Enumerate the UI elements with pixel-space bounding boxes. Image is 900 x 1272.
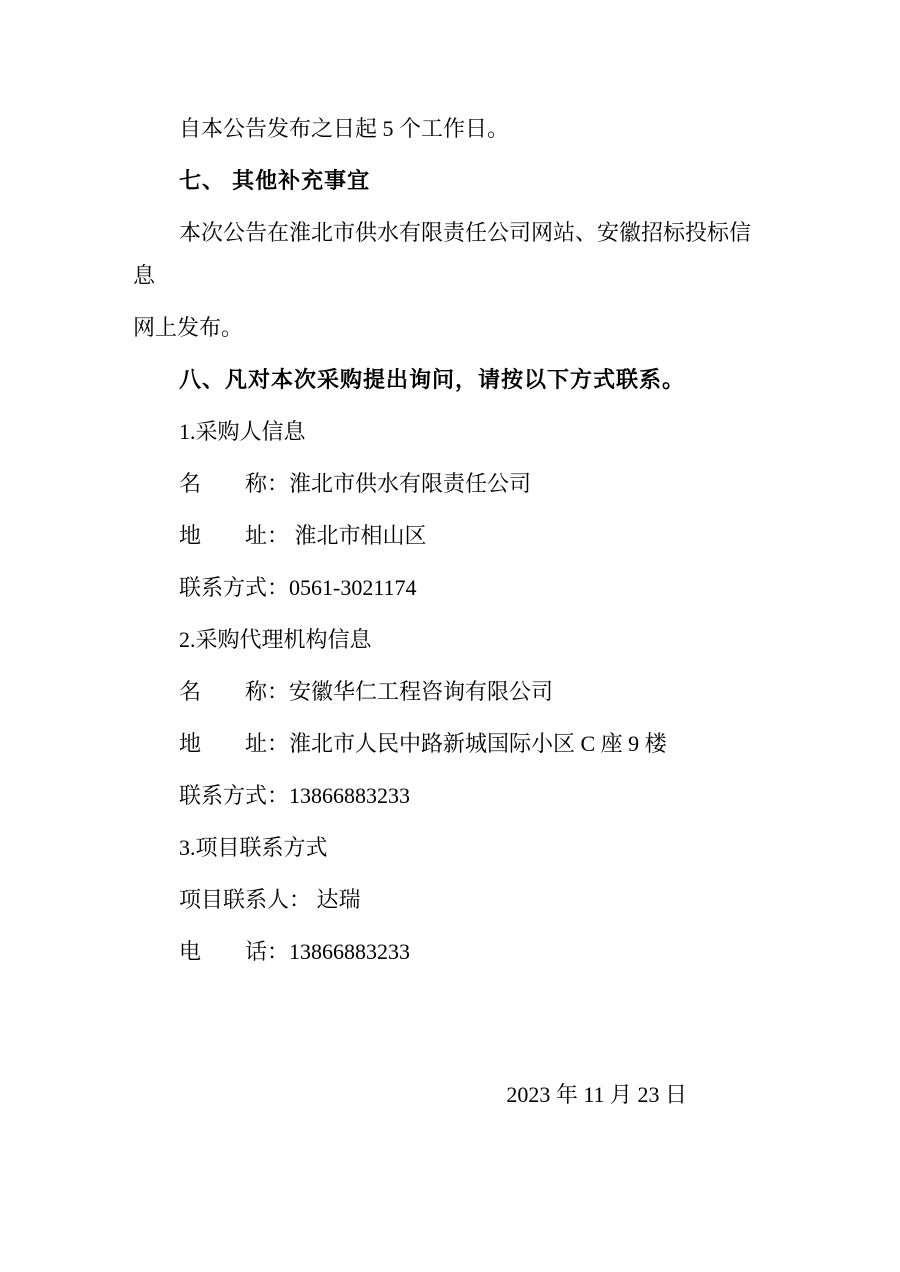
- section-7-body-line-2: 网上发布。: [133, 315, 244, 340]
- project-contact-person: 项目联系人： 达瑞: [179, 887, 361, 912]
- project-contact-title: 3.项目联系方式: [179, 835, 328, 860]
- section-7-heading: 七、 其他补充事宜: [179, 168, 371, 193]
- notice-period-text: 自本公告发布之日起 5 个工作日。: [179, 116, 510, 141]
- agency-address: 地 址：淮北市人民中路新城国际小区 C 座 9 楼: [179, 731, 667, 756]
- purchaser-name: 名 称：淮北市供水有限责任公司: [179, 471, 532, 496]
- project-phone: 电 话：13866883233: [179, 939, 411, 964]
- document-date: 2023 年 11 月 23 日: [506, 1082, 687, 1107]
- purchaser-contact: 联系方式：0561-3021174: [179, 575, 417, 600]
- agency-info-title: 2.采购代理机构信息: [179, 627, 372, 652]
- section-7-body-line-1: 本次公告在淮北市供水有限责任公司网站、安徽招标投标信息: [133, 220, 752, 288]
- agency-contact: 联系方式：13866883233: [179, 783, 411, 808]
- agency-name: 名 称：安徽华仁工程咨询有限公司: [179, 679, 554, 704]
- purchaser-info-title: 1.采购人信息: [179, 419, 306, 444]
- purchaser-address: 地 址： 淮北市相山区: [179, 523, 427, 548]
- section-8-heading: 八、凡对本次采购提出询问，请按以下方式联系。: [179, 367, 686, 392]
